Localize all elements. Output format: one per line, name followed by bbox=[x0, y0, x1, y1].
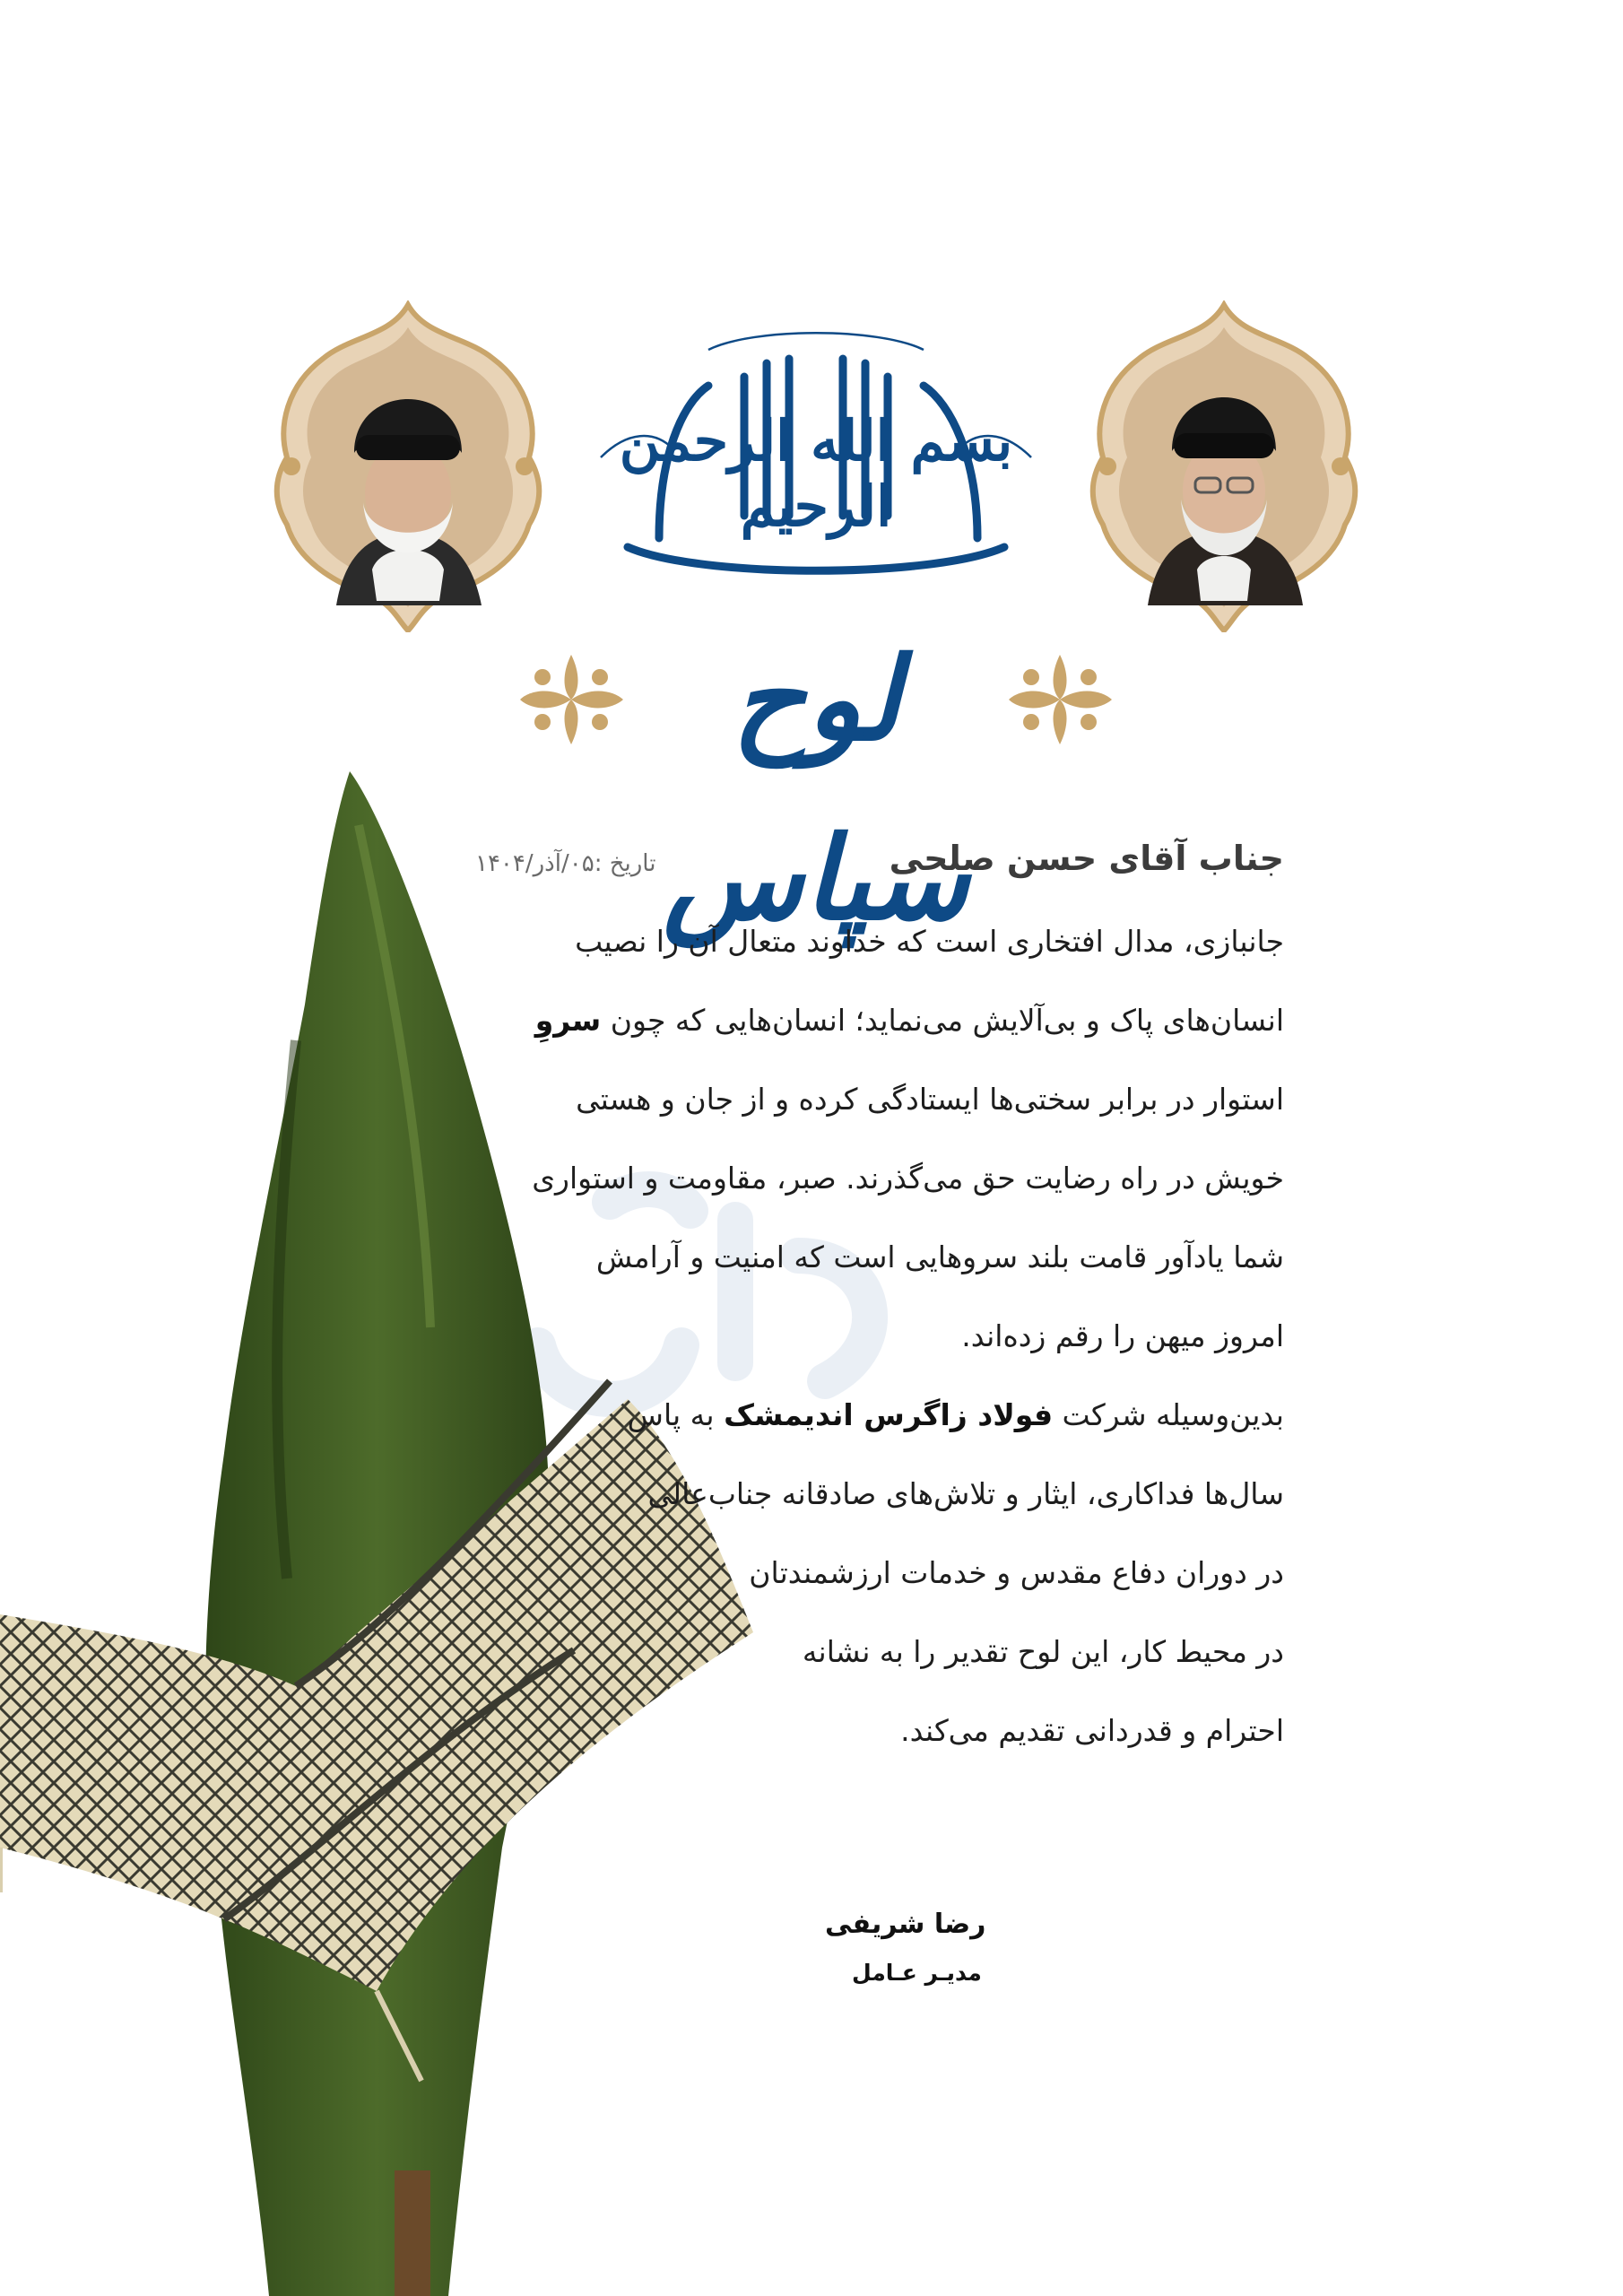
portrait-left bbox=[273, 300, 542, 632]
body-bold-text: فولاد زاگرس اندیمشک bbox=[724, 1397, 1054, 1432]
bismillah-text: بسم الله الرحمن الرحیم bbox=[619, 408, 1013, 539]
body-line bbox=[576, 1082, 1284, 1117]
body-line bbox=[749, 1555, 1284, 1590]
letter-date: تاریخ :۰۵/آذر/۱۴۰۴ bbox=[475, 850, 656, 877]
bismillah-calligraphy bbox=[574, 323, 1058, 592]
portrait-frame-right bbox=[1089, 300, 1358, 632]
body-line bbox=[648, 1476, 1284, 1511]
body-text: در محیط کار، این لوح تقدیر را به نشانه bbox=[802, 1634, 1284, 1669]
signer-name: رضا شریفی bbox=[825, 1909, 986, 1940]
body-text: در دوران دفاع مقدس و خدمات ارزشمندتان bbox=[749, 1555, 1284, 1590]
body-text: خویش در راه رضایت حق می‌گذرند. صبر، مقاومت و استواری bbox=[532, 1161, 1284, 1196]
fleur-ornament-left-icon bbox=[516, 650, 628, 749]
body-line bbox=[575, 924, 1284, 959]
body-text: شما یادآور قامت بلند سروهایی است که امنیت و آرامش bbox=[595, 1239, 1284, 1274]
body-line bbox=[535, 1003, 1284, 1038]
body-line bbox=[532, 1161, 1284, 1196]
fleur-ornament-right-icon bbox=[1004, 650, 1116, 749]
body-text: امروز میهن را رقم زده‌اند. bbox=[961, 1318, 1284, 1353]
body-text: استوار در برابر سختی‌ها ایستادگی کرده و از جان و هستی bbox=[576, 1082, 1284, 1117]
portrait-right bbox=[1089, 300, 1358, 632]
body-line bbox=[803, 1634, 1284, 1669]
body-text: بدین‌وسیله شرکت bbox=[1053, 1397, 1284, 1432]
cypress-tree-illustration bbox=[0, 771, 807, 2296]
body-text: سال‌ها فداکاری، ایثار و تلاش‌های صادقانه جناب‌عالی bbox=[647, 1476, 1284, 1511]
signer-title: مدیـر عـامل bbox=[852, 1960, 982, 1986]
body-bold-text: سروِ bbox=[534, 1003, 602, 1038]
body-line bbox=[596, 1239, 1284, 1274]
body-line bbox=[628, 1397, 1284, 1432]
body-line bbox=[961, 1318, 1284, 1353]
recipient-name: جناب آقای حسن صلحی bbox=[889, 839, 1284, 878]
body-text: به پاس bbox=[627, 1397, 725, 1432]
body-text: جانبازی، مدال افتخاری است که خداوند متعال آن را نصیب bbox=[575, 924, 1284, 959]
body-text: احترام و قدردانی تقدیم می‌کند. bbox=[900, 1713, 1284, 1748]
page-title: لوح سپاس bbox=[663, 632, 969, 946]
body-line bbox=[900, 1713, 1284, 1748]
portrait-frame-left bbox=[273, 300, 542, 632]
body-text: انسان‌های پاک و بی‌آلایش می‌نماید؛ انسان‌هایی که چون bbox=[601, 1003, 1284, 1038]
